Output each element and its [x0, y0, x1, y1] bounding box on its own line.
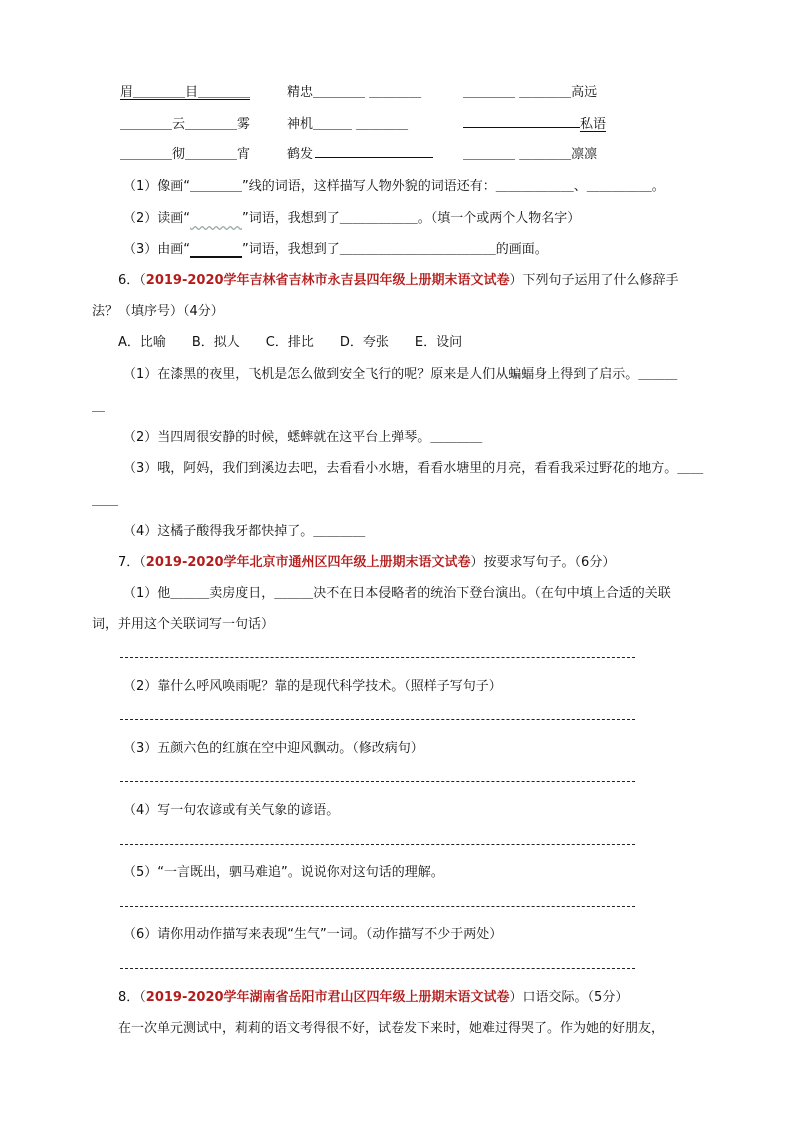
q8-source: 2019-2020学年湖南省岳阳市君山区四年级上册期末语文试卷	[145, 990, 510, 1005]
q5-s3-mark	[190, 242, 242, 257]
q6-title-rest: ）下列句子运用了什么修辞手	[509, 273, 679, 288]
q6-number: 6．（	[118, 273, 146, 288]
q7-s2: （2）靠什么呼风唤雨呢？靠的是现代科学技术。（照样子写句子）	[123, 679, 502, 694]
q5-s2-mark	[190, 211, 242, 226]
q5-s3	[123, 243, 548, 256]
q7-title	[118, 556, 615, 569]
grid-r3c1: ＿＿＿＿彻＿＿＿＿宵	[120, 147, 251, 162]
q6-title-cont: 法？（填序号）（4分）	[92, 304, 224, 319]
grid-r3c3: ＿＿＿＿ ＿＿＿＿凛凛	[463, 147, 598, 162]
q6-source: 2019-2020学年吉林省吉林市永吉县四年级上册期末语文试卷	[145, 273, 510, 288]
q6-options: A．比喻 B．拟人 C．排比 D．夸张 E．设问	[118, 335, 463, 350]
grid-r2c2: 神机＿＿＿ ＿＿＿＿	[287, 117, 409, 132]
q7-source: 2019-2020学年北京市通州区四年级上册期末语文试卷	[145, 555, 471, 570]
q5-s2	[123, 212, 580, 225]
q6-s1: （1）在漆黑的夜里，飞机是怎么做到安全飞行的呢？原来是人们从蝙蝠身上得到了启示。＿＿＿	[123, 367, 678, 382]
q7-s1: （1）他＿＿＿卖房度日，＿＿＿决不在日本侵略者的统治下登台演出。（在句中填上合适的关联	[123, 586, 671, 601]
q8-paragraph: 在一次单元测试中，莉莉的语文考得很不好，试卷发下来时，她难过得哭了。作为她的好朋友，	[118, 1021, 665, 1036]
q6-s3: （3）哦，阿妈，我们到溪边去吧，去看看小水塘，看看水塘里的月亮，看看我采过野花的地方。＿＿	[123, 461, 704, 476]
grid-r3c2: 鹤发	[287, 147, 314, 162]
q6-s1-cont: ＿	[92, 399, 106, 414]
q7-s6: （6）请你用动作描写来表现“生气”一词。（动作描写不少于两处）	[123, 927, 503, 942]
answer-line[interactable]	[120, 781, 635, 782]
q7-s1-cont: 词，并用这个关联词写一句话）	[92, 617, 275, 632]
q5-s2-pre: （2）读画“	[123, 211, 191, 226]
q6-s4: （4）这橘子酸得我牙都快掉了。＿＿＿＿	[123, 524, 366, 539]
q5-s3-pre: （3）由画“	[123, 242, 191, 257]
grid-r2c3-blank	[463, 118, 606, 131]
answer-line[interactable]	[120, 906, 635, 907]
answer-line[interactable]	[120, 844, 635, 845]
q7-title-rest: ）按要求写句子。（6分）	[470, 555, 616, 570]
q5-s3-post: ”词语，我想到了＿＿＿＿＿＿＿＿＿＿＿＿的画面。	[242, 242, 548, 257]
q6-title	[118, 274, 679, 287]
q7-s5: （5）“一言既出，驷马难追”。说说你对这句话的理解。	[123, 865, 444, 880]
q7-number: 7．（	[118, 555, 146, 570]
q8-title-rest: ）口语交际。（5分）	[509, 990, 629, 1005]
grid-r2c1: ＿＿＿＿云＿＿＿＿雾	[120, 117, 251, 132]
grid-r1c1: 眉＿＿＿＿目＿＿＿＿	[120, 85, 251, 100]
q8-number: 8．（	[118, 990, 146, 1005]
q8-title	[118, 991, 628, 1004]
q7-s3: （3）五颜六色的红旗在空中迎风飘动。（修改病句）	[123, 741, 424, 756]
answer-line[interactable]	[120, 719, 635, 720]
q5-s1: （1）像画“＿＿＿＿”线的词语，这样描写人物外貌的词语还有：＿＿＿＿＿＿、＿＿＿＿＿。	[123, 179, 665, 194]
q5-s2-post: ”词语，我想到了＿＿＿＿＿＿。（填一个或两个人物名字）	[242, 211, 581, 226]
grid-r2c3: 私语	[580, 117, 607, 132]
q6-s2: （2）当四周很安静的时候，蟋蟀就在这平台上弹琴。＿＿＿＿	[123, 430, 483, 445]
q6-s3-cont: ＿＿	[92, 493, 119, 508]
grid-r1c2: 精忠＿＿＿＿ ＿＿＿＿	[287, 85, 422, 100]
answer-line[interactable]	[120, 657, 635, 658]
grid-r3c2-wrap	[287, 148, 433, 161]
q7-s4: （4）写一句农谚或有关气象的谚语。	[123, 803, 340, 818]
grid-r1c3: ＿＿＿＿ ＿＿＿＿高远	[463, 85, 598, 100]
answer-line[interactable]	[120, 968, 635, 969]
